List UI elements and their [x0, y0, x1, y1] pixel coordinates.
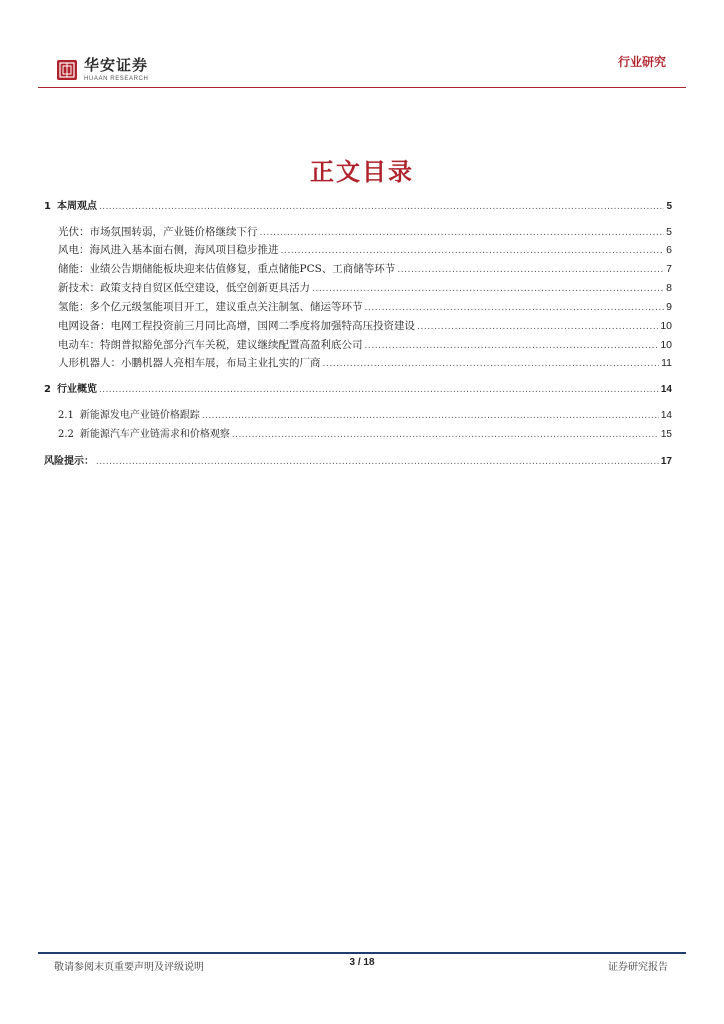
toc-entry-page: 6	[666, 244, 672, 256]
toc-entry-section-2-1[interactable]	[58, 409, 672, 423]
toc-entry-risk-warning[interactable]	[44, 455, 672, 469]
toc-entry-text: 储能：业绩公告期储能板块迎来估值修复，重点储能PCS、工商储等环节	[58, 263, 396, 275]
header-divider	[38, 87, 686, 88]
toc-dot-leader	[99, 200, 664, 214]
toc-entry-text: 氢能：多个亿元级氢能项目开工，建议重点关注制氢、储运等环节	[58, 301, 363, 313]
toc-dot-leader	[96, 455, 659, 469]
toc-entry-page: 8	[666, 282, 672, 294]
toc-dot-leader	[312, 281, 664, 295]
toc-dot-leader	[365, 300, 665, 314]
toc-entry-wind-power[interactable]	[58, 243, 672, 257]
toc-dot-leader	[260, 225, 665, 239]
logo-chinese-name: 华安证券	[84, 56, 149, 74]
page-header	[0, 0, 724, 90]
toc-entry-section-1[interactable]	[44, 200, 672, 214]
toc-entry-page: 14	[660, 384, 672, 395]
toc-dot-leader	[397, 262, 664, 276]
toc-entry-number: 2	[44, 384, 51, 395]
toc-entry-number: 2.1	[58, 410, 74, 421]
logo-english-name: HUAAN RESEARCH	[84, 76, 149, 82]
toc-title: 正文目录	[310, 158, 414, 186]
toc-entry-electric-vehicle[interactable]	[58, 338, 672, 352]
toc-dot-leader	[232, 428, 659, 442]
toc-entry-page: 10	[660, 339, 672, 351]
footer-disclaimer: 敬请参阅末页重要声明及评级说明	[54, 962, 204, 973]
toc-entry-text: 新能源汽车产业链需求和价格观察	[79, 429, 230, 440]
toc-entry-page: 10	[660, 320, 672, 332]
toc-entry-page: 9	[666, 301, 672, 313]
toc-dot-leader	[202, 409, 659, 423]
toc-entry-text: 新能源发电产业链价格跟踪	[79, 410, 200, 421]
toc-entry-text: 光伏：市场氛围转弱，产业链价格继续下行	[58, 226, 258, 238]
toc-entry-text: 风电：海风进入基本面右侧，海风项目稳步推进	[58, 244, 279, 256]
page-number: 3 / 18	[349, 957, 375, 968]
toc-dot-leader	[323, 356, 660, 370]
toc-entry-page: 14	[660, 410, 672, 421]
toc-entry-text: 行业概览	[56, 384, 97, 395]
huaan-logo-icon	[57, 60, 77, 80]
toc-entry-photovoltaic[interactable]	[58, 225, 672, 239]
toc-entry-page: 15	[660, 429, 672, 440]
toc-entry-humanoid-robot[interactable]	[58, 356, 672, 370]
toc-dot-leader	[417, 319, 658, 333]
toc-entry-text: 电网设备：电网工程投资前三月同比高增，国网二季度将加强特高压投资建设	[58, 320, 415, 332]
toc-entry-page: 5	[666, 201, 672, 212]
report-category: 行业研究	[617, 55, 666, 69]
toc-entry-page: 5	[666, 226, 672, 238]
toc-dot-leader	[365, 338, 659, 352]
toc-dot-leader	[281, 243, 665, 257]
toc-entry-section-2[interactable]	[44, 383, 672, 397]
toc-entry-page: 17	[660, 456, 672, 467]
toc-entry-grid-equipment[interactable]	[58, 319, 672, 333]
toc-entry-number: 1	[44, 201, 51, 212]
footer-divider	[38, 952, 686, 954]
toc-dot-leader	[99, 383, 659, 397]
toc-entry-section-2-2[interactable]	[58, 428, 672, 442]
toc-entry-text: 人形机器人：小鹏机器人亮相车展，布局主业扎实的厂商	[58, 357, 321, 369]
footer-report-type: 证券研究报告	[608, 962, 668, 973]
toc-entry-text: 本周观点	[56, 201, 97, 212]
toc-entry-energy-storage[interactable]	[58, 262, 672, 276]
toc-entry-hydrogen[interactable]	[58, 300, 672, 314]
toc-entry-text: 新技术：政策支持自贸区低空建设，低空创新更具活力	[58, 282, 310, 294]
toc-entry-new-technology[interactable]	[58, 281, 672, 295]
toc-entry-number: 2.2	[58, 429, 74, 440]
toc-entry-page: 11	[661, 357, 672, 369]
toc-entry-text: 风险提示：	[44, 456, 94, 467]
toc-entry-text: 电动车：特朗普拟豁免部分汽车关税，建议继续配置高盈利底公司	[58, 339, 363, 351]
toc-entry-page: 7	[666, 263, 672, 275]
